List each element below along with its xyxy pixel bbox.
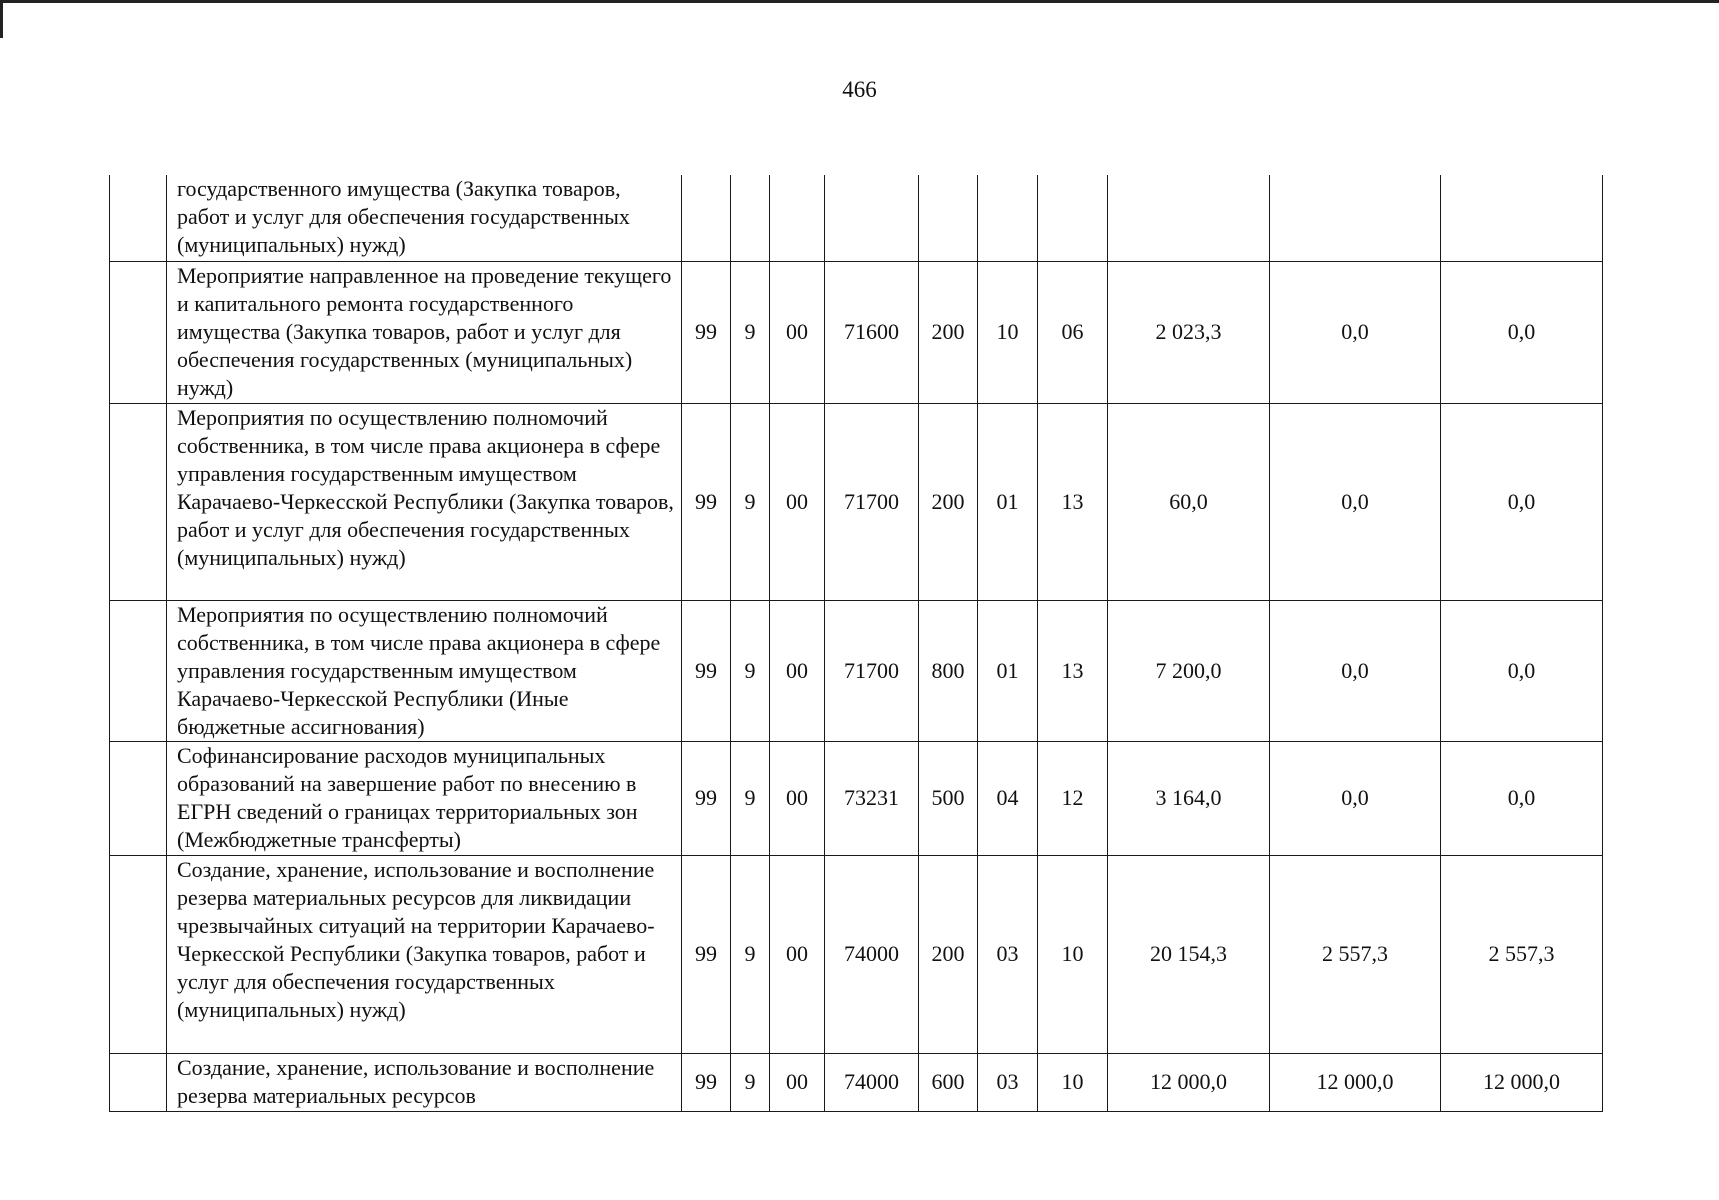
code-cell: 99: [682, 261, 731, 403]
amount-cell: [1108, 175, 1270, 261]
row-index-cell: [110, 855, 167, 1053]
amount-cell: [1270, 175, 1441, 261]
code-cell: 00: [770, 1053, 825, 1111]
code-cell: 99: [682, 1053, 731, 1111]
code-cell: 9: [731, 741, 770, 855]
code-cell: 00: [770, 855, 825, 1053]
description-cell: Создание, хранение, использование и восполнение резерва материальных ресурсов: [167, 1053, 682, 1111]
amount-cell: [1441, 175, 1603, 261]
code-cell: 500: [919, 741, 978, 855]
description-cell: Мероприятия по осуществлению полномочий собственника, в том числе права акционера в сфере управления государственным имуществом Карачаево-Черкесской Республики (Иные бюджетные ассигнования): [167, 600, 682, 741]
code-cell: 9: [731, 261, 770, 403]
code-cell: 200: [919, 855, 978, 1053]
amount-cell: 0,0: [1270, 403, 1441, 600]
code-cell: [731, 175, 770, 261]
amount-cell: 7 200,0: [1108, 600, 1270, 741]
code-cell: 04: [978, 741, 1038, 855]
code-cell: 10: [1038, 855, 1108, 1053]
code-cell: 9: [731, 600, 770, 741]
code-cell: 9: [731, 855, 770, 1053]
table-row: [110, 600, 1603, 741]
table-row: [110, 261, 1603, 403]
amount-cell: 60,0: [1108, 403, 1270, 600]
row-index-cell: [110, 261, 167, 403]
amount-cell: 12 000,0: [1441, 1053, 1603, 1111]
row-index-cell: [110, 175, 167, 261]
code-cell: 73231: [825, 741, 919, 855]
amount-cell: 0,0: [1441, 741, 1603, 855]
amount-cell: 0,0: [1441, 600, 1603, 741]
amount-cell: 2 557,3: [1270, 855, 1441, 1053]
code-cell: 01: [978, 403, 1038, 600]
page-number: 466: [842, 77, 877, 102]
code-cell: 99: [682, 855, 731, 1053]
amount-cell: 2 023,3: [1108, 261, 1270, 403]
code-cell: [919, 175, 978, 261]
code-cell: 01: [978, 600, 1038, 741]
row-index-cell: [110, 600, 167, 741]
code-cell: [825, 175, 919, 261]
code-cell: 10: [1038, 1053, 1108, 1111]
row-index-cell: [110, 741, 167, 855]
code-cell: 06: [1038, 261, 1108, 403]
description-cell: Софинансирование расходов муниципальных образований на завершение работ по внесению в ЕГРН сведений о границах территориальных зон (Межбюджетные трансферты): [167, 741, 682, 855]
row-index-cell: [110, 403, 167, 600]
description-cell: государственного имущества (Закупка товаров, работ и услуг для обеспечения государственных (муниципальных) нужд): [167, 175, 682, 261]
code-cell: [682, 175, 731, 261]
code-cell: 99: [682, 741, 731, 855]
table-row: [110, 741, 1603, 855]
amount-cell: 0,0: [1270, 600, 1441, 741]
table-row: [110, 175, 1603, 261]
amount-cell: 3 164,0: [1108, 741, 1270, 855]
code-cell: [978, 175, 1038, 261]
table-row: [110, 1053, 1603, 1111]
amount-cell: 20 154,3: [1108, 855, 1270, 1053]
code-cell: 71600: [825, 261, 919, 403]
description-cell: Создание, хранение, использование и восполнение резерва материальных ресурсов для ликвидации чрезвычайных ситуаций на территории Карачаево-Черкесской Республики (Закупка товаров, работ и услуг для обеспечения государственных (муниципальных) нужд): [167, 855, 682, 1053]
code-cell: 74000: [825, 1053, 919, 1111]
amount-cell: 12 000,0: [1270, 1053, 1441, 1111]
table-row: [110, 855, 1603, 1053]
code-cell: 600: [919, 1053, 978, 1111]
description-cell: Мероприятие направленное на проведение текущего и капитального ремонта государственного имущества (Закупка товаров, работ и услуг для обеспечения государственных (муниципальных) нужд): [167, 261, 682, 403]
code-cell: 03: [978, 1053, 1038, 1111]
amount-cell: 2 557,3: [1441, 855, 1603, 1053]
code-cell: 00: [770, 741, 825, 855]
code-cell: 200: [919, 261, 978, 403]
code-cell: 00: [770, 600, 825, 741]
code-cell: 9: [731, 403, 770, 600]
code-cell: 03: [978, 855, 1038, 1053]
amount-cell: 0,0: [1441, 261, 1603, 403]
table-row: [110, 403, 1603, 600]
code-cell: 800: [919, 600, 978, 741]
amount-cell: 0,0: [1270, 261, 1441, 403]
code-cell: 13: [1038, 403, 1108, 600]
row-index-cell: [110, 1053, 167, 1111]
code-cell: 74000: [825, 855, 919, 1053]
code-cell: 71700: [825, 403, 919, 600]
code-cell: 13: [1038, 600, 1108, 741]
code-cell: 71700: [825, 600, 919, 741]
amount-cell: 0,0: [1441, 403, 1603, 600]
code-cell: [1038, 175, 1108, 261]
code-cell: 00: [770, 403, 825, 600]
code-cell: 12: [1038, 741, 1108, 855]
code-cell: 200: [919, 403, 978, 600]
code-cell: 9: [731, 1053, 770, 1111]
amount-cell: 0,0: [1270, 741, 1441, 855]
code-cell: 99: [682, 403, 731, 600]
scan-border-left: [0, 0, 3, 38]
budget-table: [109, 175, 1603, 1112]
code-cell: 10: [978, 261, 1038, 403]
code-cell: 99: [682, 600, 731, 741]
description-cell: Мероприятия по осуществлению полномочий собственника, в том числе права акционера в сфере управления государственным имуществом Карачаево-Черкесской Республики (Закупка товаров, работ и услуг для обеспечения государственных (муниципальных) нужд): [167, 403, 682, 600]
amount-cell: 12 000,0: [1108, 1053, 1270, 1111]
scan-border-top: [0, 0, 1719, 3]
code-cell: [770, 175, 825, 261]
code-cell: 00: [770, 261, 825, 403]
